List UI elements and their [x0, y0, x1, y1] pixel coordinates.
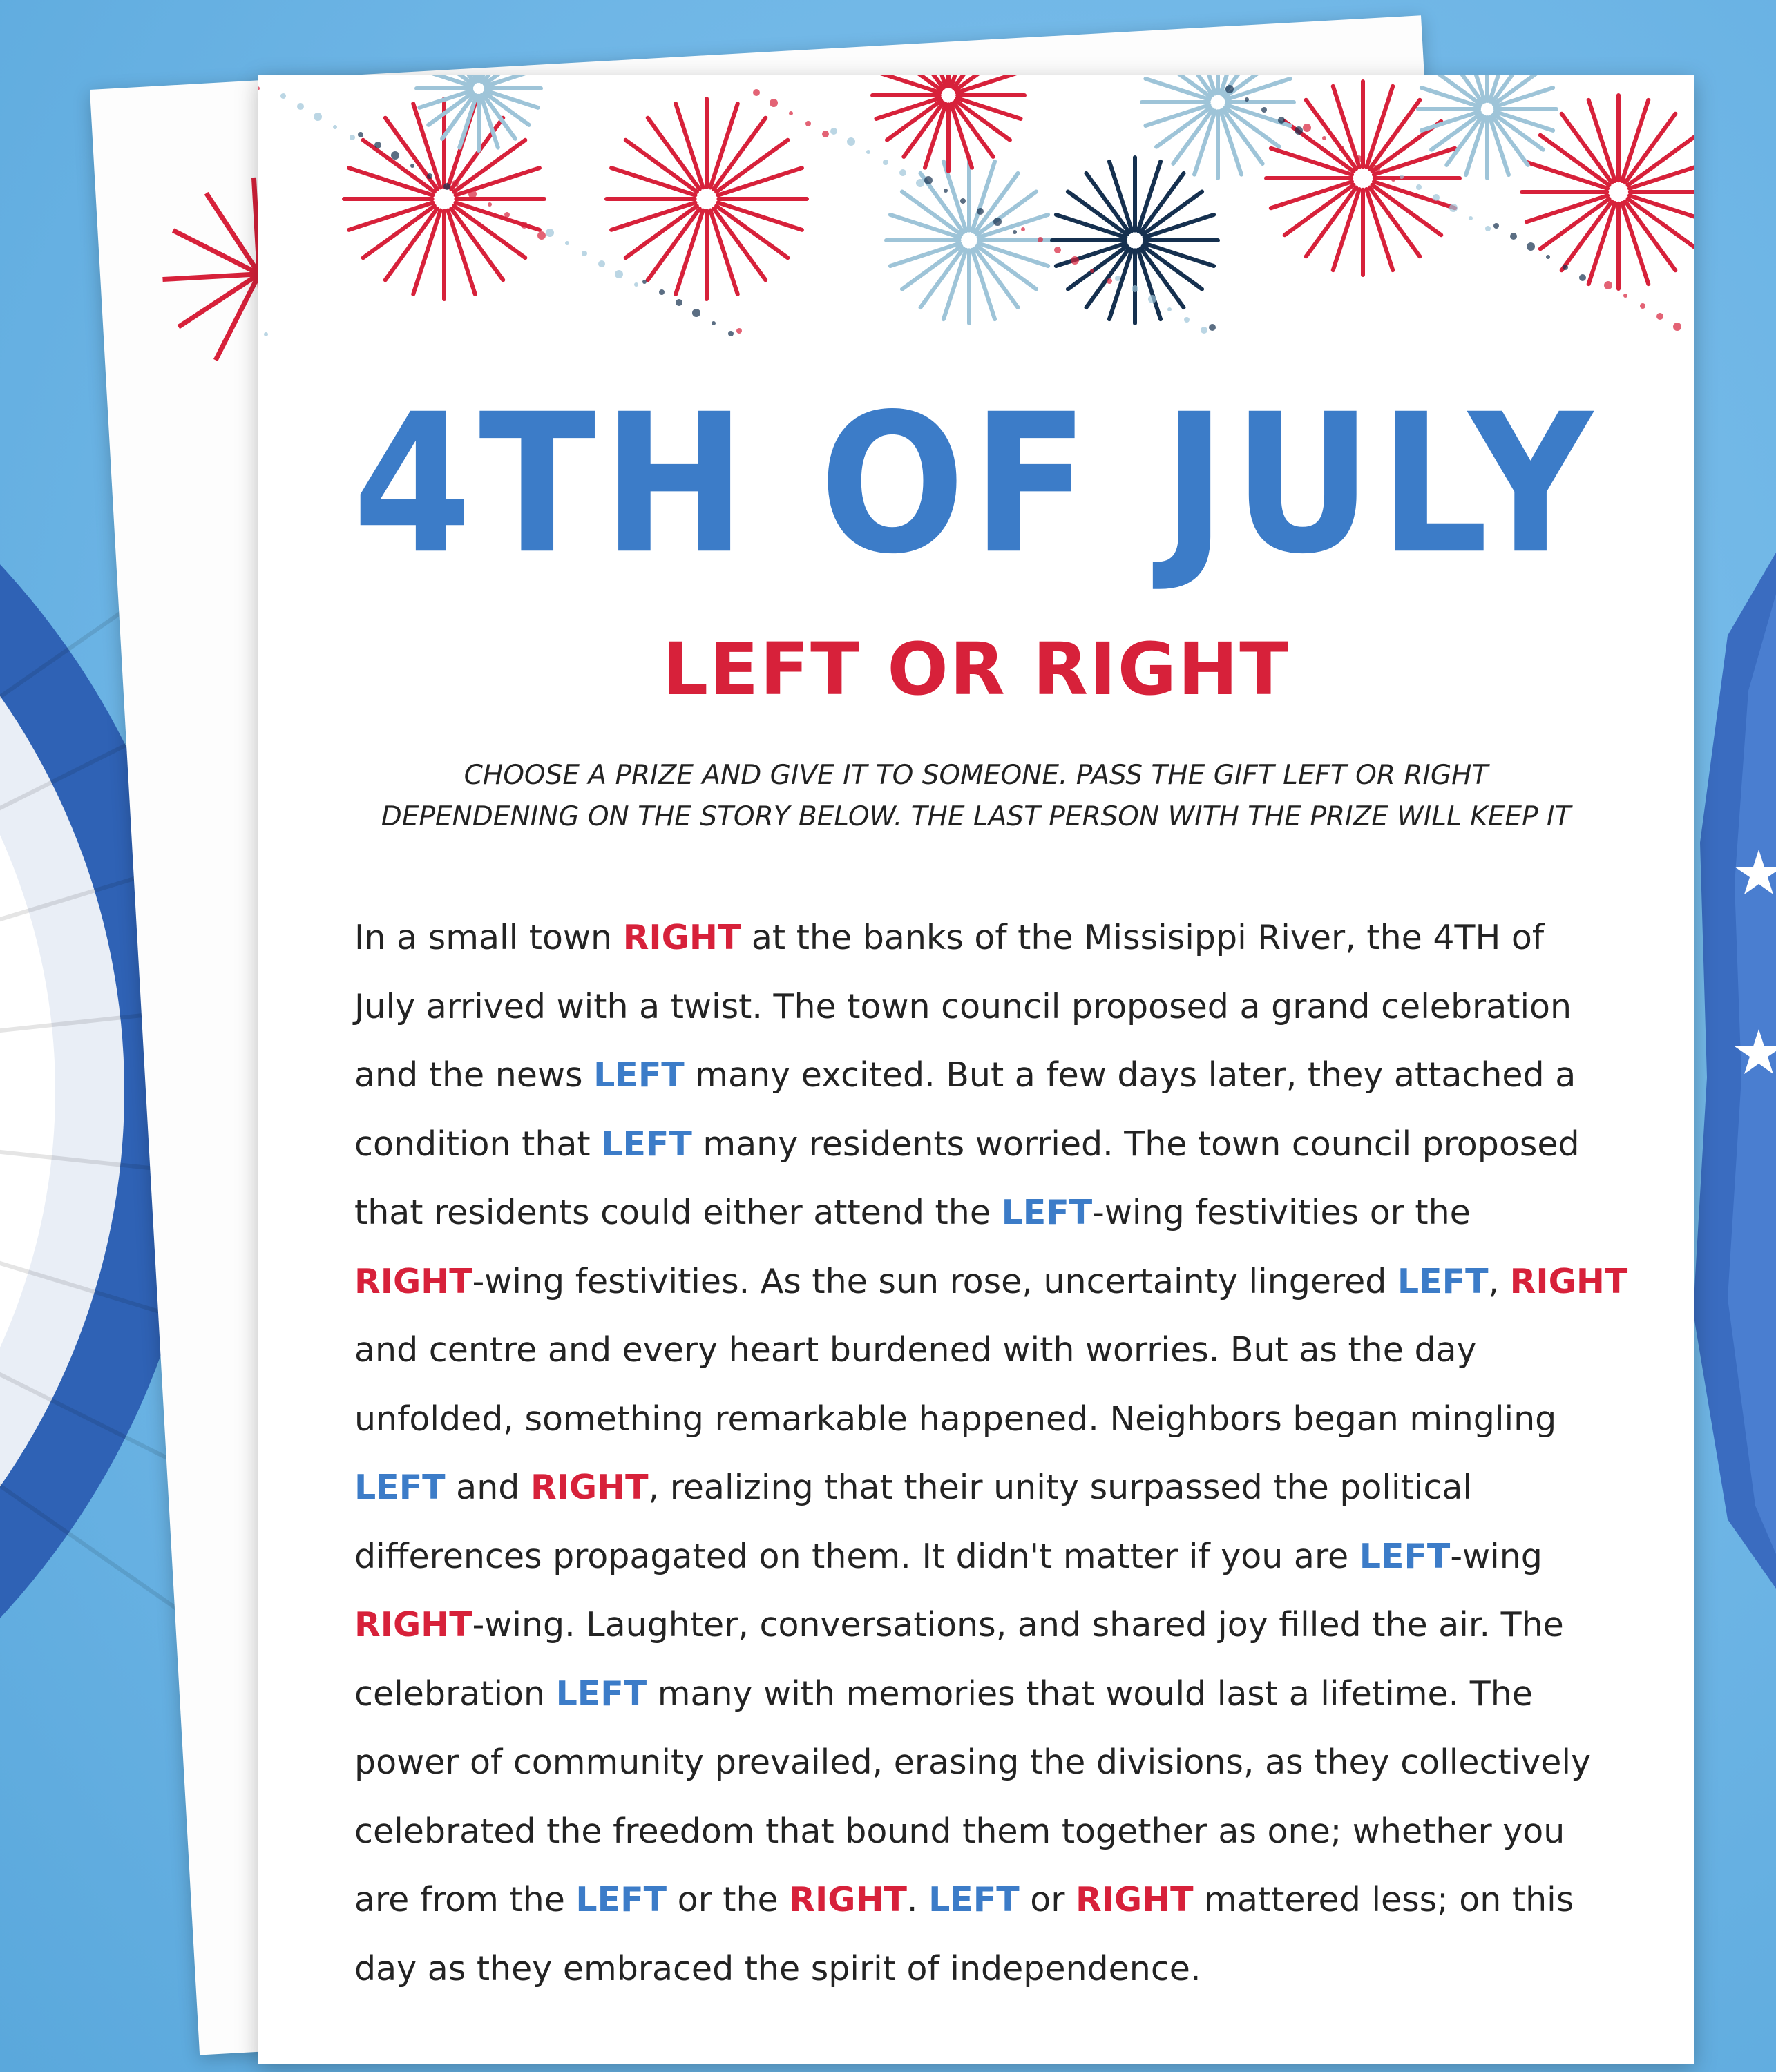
confetti-dot	[1209, 324, 1216, 331]
confetti-dot	[924, 176, 933, 184]
keyword-right: RIGHT	[354, 1261, 472, 1301]
confetti-dot	[358, 132, 363, 137]
story-text-segment: differences propagated on them. It didn't matter if you are	[354, 1536, 1359, 1576]
confetti-dot	[1416, 184, 1422, 190]
confetti-dot	[830, 128, 837, 135]
confetti-dot	[916, 179, 924, 187]
confetti-dot	[1355, 155, 1362, 162]
confetti-dot	[805, 121, 811, 126]
firework-burst	[886, 157, 1052, 323]
confetti-dot	[1278, 117, 1285, 124]
story-line	[354, 1522, 1612, 1591]
confetti-dot	[1656, 313, 1663, 320]
confetti-dot	[736, 328, 742, 334]
story-line	[354, 1797, 1612, 1866]
story-line	[354, 1316, 1612, 1385]
confetti-dot	[1400, 175, 1404, 179]
story-text-segment: ,	[1488, 1261, 1510, 1301]
story-text-segment: , realizing that their unity surpassed the political	[648, 1468, 1473, 1507]
confetti-dot	[866, 150, 870, 154]
confetti-dot	[676, 299, 682, 306]
confetti-dot	[258, 86, 260, 90]
story-text-segment: are from the	[354, 1880, 576, 1919]
story-text-segment: condition that	[354, 1124, 602, 1164]
confetti-dot	[1493, 223, 1499, 229]
story-line	[354, 1247, 1628, 1316]
confetti-dot	[1201, 327, 1207, 334]
confetti-dot	[504, 212, 510, 218]
confetti-dot	[427, 173, 432, 179]
confetti-dot	[280, 93, 286, 99]
confetti-dot	[1184, 317, 1190, 323]
confetti-dot	[1322, 136, 1326, 140]
story-text-segment: many with memories that would last a lifetime. The	[647, 1673, 1533, 1714]
confetti-dot	[960, 198, 966, 204]
confetti-dot	[642, 280, 647, 284]
confetti-dot	[264, 332, 268, 336]
confetti-dot	[1449, 204, 1458, 212]
confetti-dot	[753, 89, 760, 96]
story-text-segment: .	[906, 1880, 929, 1919]
firework-burst	[344, 99, 544, 299]
confetti-dot	[598, 260, 605, 267]
confetti-dot	[1579, 274, 1586, 281]
keyword-right: RIGHT	[789, 1880, 907, 1919]
story-text-segment: day as they embraced the spirit of independence.	[354, 1948, 1201, 1988]
confetti-dot	[1038, 237, 1043, 242]
story-line	[354, 1660, 1612, 1729]
story-text-segment: celebration	[354, 1673, 556, 1714]
firework-burst	[417, 75, 541, 151]
story-text-segment: -wing. Laughter, conversations, and shared joy filled the air. The	[472, 1605, 1564, 1644]
confetti-dot	[297, 103, 304, 110]
confetti-dot	[1054, 247, 1061, 253]
keyword-left: LEFT	[1001, 1193, 1093, 1232]
story-line	[354, 903, 1612, 972]
confetti-dot	[1090, 269, 1094, 273]
firework-burst	[1142, 75, 1294, 178]
confetti-dot	[1604, 281, 1612, 289]
story-text-segment: power of community prevailed, erasing the divisions, as they collectively	[354, 1743, 1592, 1782]
confetti-dot	[1245, 97, 1249, 102]
confetti-dot	[1021, 227, 1025, 231]
keyword-right: RIGHT	[1075, 1880, 1194, 1919]
firework-burst	[1418, 75, 1556, 178]
confetti-dot	[1372, 165, 1380, 173]
confetti-dot	[1391, 178, 1395, 182]
confetti-dot	[789, 111, 793, 115]
confetti-dot	[993, 218, 1002, 226]
keyword-right: RIGHT	[622, 918, 741, 957]
story-text-segment: celebrated the freedom that bound them together as one; whether you	[354, 1811, 1565, 1851]
confetti-dot	[1510, 233, 1517, 240]
confetti-dot	[537, 231, 546, 240]
keyword-right: RIGHT	[354, 1605, 472, 1644]
firework-burst	[1052, 157, 1218, 323]
confetti-dot	[333, 125, 337, 129]
confetti-dot	[521, 222, 528, 229]
story-text-segment: -wing festivities or the	[1092, 1193, 1471, 1232]
confetti-dot	[822, 131, 829, 137]
confetti-dot	[1623, 294, 1627, 298]
confetti-dot	[770, 99, 778, 107]
story-text-segment: -wing	[1450, 1536, 1543, 1576]
confetti-dot	[1433, 194, 1440, 201]
story-text-segment: many excited. But a few days later, they attached a	[684, 1055, 1576, 1095]
story-text-segment: or the	[667, 1880, 790, 1919]
confetti-dot	[468, 190, 477, 198]
firework-burst	[872, 75, 1024, 171]
keyword-left: LEFT	[928, 1880, 1020, 1919]
confetti-dot	[565, 241, 569, 245]
confetti-dot	[634, 282, 638, 287]
fireworks-decoration	[258, 75, 1694, 365]
confetti-dot	[1339, 146, 1344, 151]
keyword-left: LEFT	[555, 1673, 647, 1714]
story-text-segment: In a small town	[354, 918, 623, 957]
story-line	[354, 1041, 1612, 1110]
story-text-segment: and centre and every heart burdened with worries. But as the day	[354, 1330, 1477, 1370]
page-title: 4TH OF JULY	[352, 373, 1600, 597]
story-line	[354, 1110, 1612, 1179]
story-text-segment: or	[1019, 1880, 1076, 1919]
page-subtitle: LEFT OR RIGHT	[662, 627, 1290, 711]
story-line	[354, 1453, 1612, 1522]
story-text-segment: unfolded, something remarkable happened. Neighbors began mingling	[354, 1399, 1557, 1439]
confetti-dot	[1295, 126, 1303, 135]
story-text-segment: -wing festivities. As the sun rose, uncertainty lingered	[472, 1261, 1397, 1301]
confetti-dot	[1261, 107, 1267, 113]
story-line	[354, 972, 1612, 1042]
confetti-dot	[977, 208, 984, 215]
instructions	[327, 755, 1625, 838]
confetti-dot	[1485, 226, 1491, 231]
confetti-dot	[615, 270, 623, 278]
confetti-dot	[1107, 278, 1112, 284]
confetti-dot	[1071, 256, 1079, 265]
story-text-segment: and	[445, 1468, 531, 1507]
confetti-dot	[692, 309, 700, 317]
paper-rosette-right	[1686, 553, 1776, 1589]
story-text-segment: July arrived with a twist. The town council proposed a grand celebration	[354, 986, 1572, 1026]
story-text	[354, 903, 1628, 2003]
story-line	[354, 1178, 1612, 1247]
story-line	[354, 1935, 1612, 2004]
firework-burst	[607, 99, 807, 299]
confetti-dot	[899, 169, 906, 176]
confetti-dot	[1527, 242, 1535, 251]
printable-page	[258, 75, 1694, 2064]
story-text-segment: mattered less; on this	[1193, 1880, 1574, 1919]
confetti-dot	[1115, 276, 1120, 281]
keyword-right: RIGHT	[1509, 1261, 1628, 1301]
confetti-dot	[350, 135, 355, 140]
firework-burst	[1522, 95, 1694, 289]
keyword-left: LEFT	[1397, 1261, 1489, 1301]
story-text-segment: and the news	[354, 1055, 594, 1095]
keyword-left: LEFT	[593, 1055, 685, 1095]
story-text-segment: many residents worried. The town council proposed	[691, 1124, 1580, 1164]
confetti-dot	[1148, 295, 1156, 303]
instructions-line: CHOOSE A PRIZE AND GIVE IT TO SOMEONE. PASS THE GIFT LEFT OR RIGHT	[464, 760, 1489, 791]
confetti-dot	[1225, 85, 1234, 93]
confetti-dot	[659, 289, 665, 295]
confetti-dot	[847, 137, 855, 146]
confetti-dot	[488, 202, 492, 207]
keyword-right: RIGHT	[530, 1468, 649, 1507]
confetti-dot	[410, 164, 414, 168]
confetti-dot	[1563, 265, 1568, 270]
confetti-dot	[883, 160, 888, 165]
confetti-dot	[1640, 303, 1645, 309]
keyword-left: LEFT	[354, 1468, 446, 1507]
confetti-dot	[582, 251, 587, 256]
story-text-segment: at the banks of the Missisippi River, the 4TH of	[741, 918, 1545, 957]
confetti-dot	[712, 321, 716, 325]
confetti-dot	[1132, 285, 1138, 292]
confetti-dot	[1303, 124, 1311, 132]
instructions-line: DEPENDENING ON THE STORY BELOW. THE LAST PERSON WITH THE PRIZE WILL KEEP IT	[381, 801, 1572, 832]
confetti-dot	[391, 151, 399, 160]
confetti-dot	[452, 180, 459, 187]
story-line	[354, 1865, 1612, 1935]
keyword-left: LEFT	[1359, 1536, 1451, 1576]
confetti-dot	[1546, 255, 1550, 259]
confetti-dot	[374, 142, 381, 148]
story-line	[354, 1385, 1612, 1454]
confetti-dot	[443, 183, 450, 190]
confetti-dot	[1673, 323, 1681, 331]
story-text-segment: that residents could either attend the	[354, 1193, 1002, 1232]
story-line	[354, 1728, 1612, 1797]
story-line	[354, 1591, 1612, 1660]
keyword-left: LEFT	[575, 1880, 667, 1919]
confetti-dot	[546, 229, 554, 237]
confetti-dot	[944, 189, 948, 193]
confetti-dot	[728, 331, 734, 336]
confetti-dot	[1013, 230, 1017, 234]
confetti-dot	[314, 113, 322, 121]
keyword-left: LEFT	[601, 1124, 692, 1164]
confetti-dot	[1469, 216, 1473, 220]
confetti-dot	[1167, 307, 1172, 311]
